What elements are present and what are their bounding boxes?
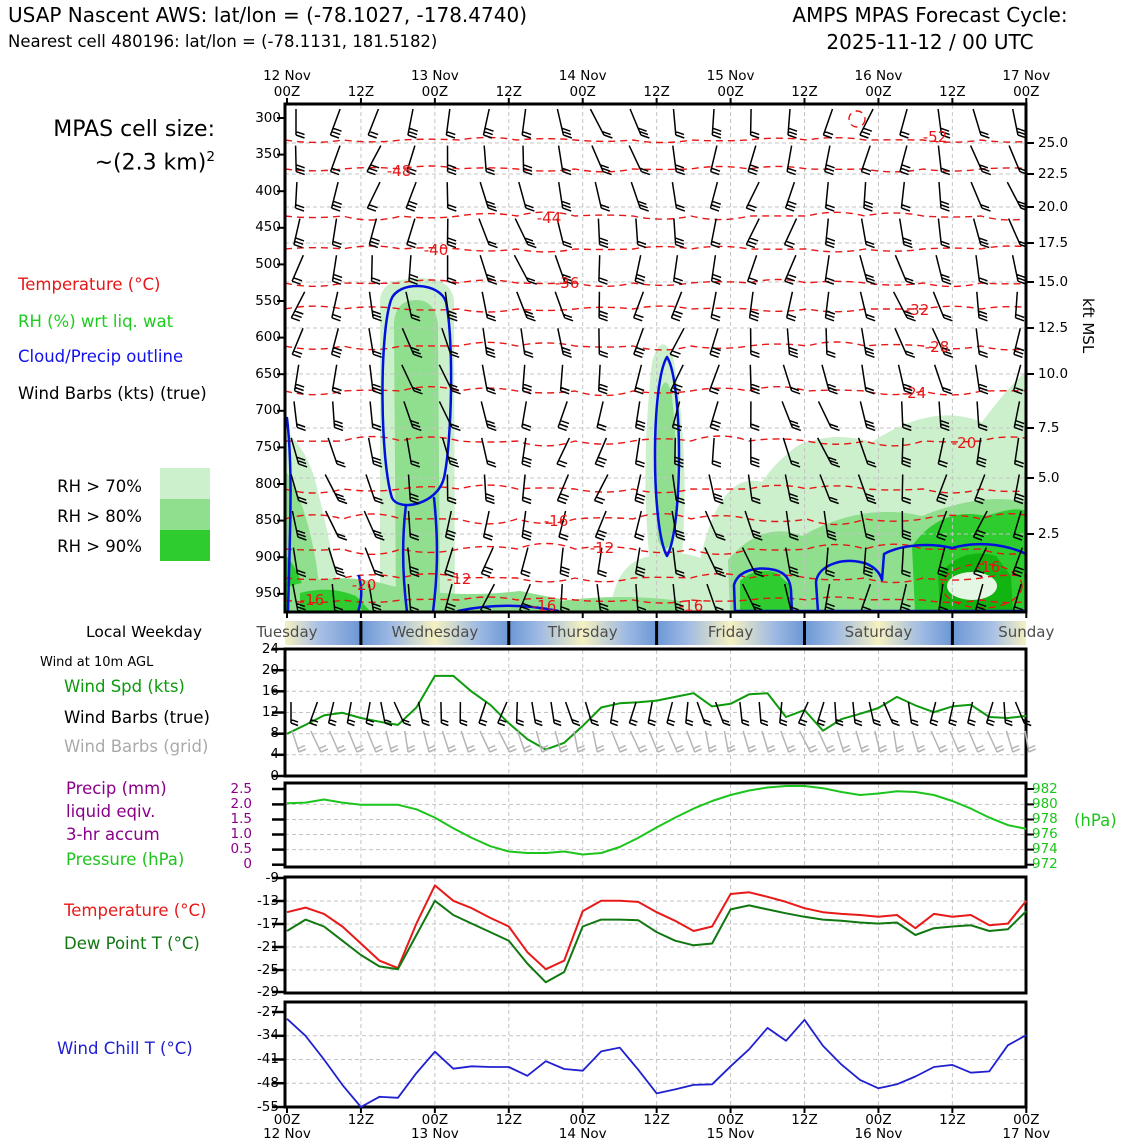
cell-size-note-line1: MPAS cell size: <box>53 117 215 142</box>
top-axis-time-8: 00Z <box>865 83 892 100</box>
contour-label-14--16: -16 <box>531 596 557 615</box>
pressure-tick-800: 800 <box>255 475 281 492</box>
precip-ytick-1.5: 1.5 <box>230 811 252 828</box>
temp-ytick--13: -13 <box>256 892 279 909</box>
kft-tick-20.0: 20.0 <box>1038 198 1069 215</box>
legend-cloud: Cloud/Precip outline <box>18 347 184 366</box>
precip-ytick-2.0: 2.0 <box>230 795 252 812</box>
contour-label-12--20: -20 <box>351 575 377 594</box>
contour-label-15--16: -16 <box>678 596 704 615</box>
kft-tick-12.5: 12.5 <box>1038 319 1069 336</box>
kft-tick-17.5: 17.5 <box>1038 234 1069 251</box>
contour-label-16--16: -16 <box>975 557 1001 576</box>
wind-ytick-8: 8 <box>270 725 279 742</box>
cell-size-note-line2: ~(2.3 km)$^2$ <box>94 149 215 176</box>
top-axis-time-5: 12Z <box>643 83 670 100</box>
wind-barbs-grid-label: Wind Barbs (grid) <box>64 737 209 756</box>
legend-rh: RH (%) wrt liq. wat <box>18 312 174 331</box>
top-axis-date-4: 16 Nov <box>854 67 903 84</box>
bottom-axis-date-0: 12 Nov <box>263 1125 311 1140</box>
contour-label-4--36: -36 <box>554 273 580 292</box>
hpa-unit-label: (hPa) <box>1074 811 1117 830</box>
top-axis-time-10: 00Z <box>1013 83 1040 100</box>
bottom-axis-date-5: 17 Nov <box>1002 1125 1051 1140</box>
bottom-axis-time-2: 00Z <box>421 1111 449 1128</box>
contour-label-3--40: -40 <box>423 240 449 259</box>
bottom-axis-time-1: 12Z <box>347 1111 375 1128</box>
contour-label-6--28: -28 <box>924 337 950 356</box>
top-axis-time-6: 00Z <box>717 83 744 100</box>
precip-ytick-2.5: 2.5 <box>230 780 252 797</box>
wind-ytick-0: 0 <box>270 767 279 784</box>
bottom-axis-time-7: 12Z <box>791 1111 818 1128</box>
bottom-axis-time-8: 00Z <box>865 1111 892 1128</box>
precip-ytick-0: 0 <box>243 856 252 873</box>
contour-label-9--16: -16 <box>543 511 569 530</box>
top-axis-time-2: 00Z <box>421 83 449 100</box>
kft-tick-10.0: 10.0 <box>1038 365 1069 382</box>
bottom-axis-date-3: 15 Nov <box>706 1125 755 1140</box>
pressure-tick-700: 700 <box>255 402 281 419</box>
wind-agl-label: Wind at 10m AGL <box>40 655 154 670</box>
forecast-cycle-date: 2025-11-12 / 00 UTC <box>826 30 1034 54</box>
bottom-axis-date-1: 13 Nov <box>410 1125 459 1140</box>
temp-ytick--25: -25 <box>256 961 279 978</box>
contour-label-1--48: -48 <box>386 161 412 180</box>
precip-ytick-1.0: 1.0 <box>230 826 252 843</box>
pressure-tick-400: 400 <box>255 182 281 199</box>
bottom-axis-date-4: 16 Nov <box>854 1125 903 1140</box>
page-title: USAP Nascent AWS: lat/lon = (-78.1027, -178.4740) <box>8 3 527 27</box>
bottom-axis-time-5: 12Z <box>643 1111 670 1128</box>
forecast-cycle-title: AMPS MPAS Forecast Cycle: <box>792 3 1068 27</box>
bottom-axis-date-2: 14 Nov <box>558 1125 607 1140</box>
temp-ytick--9: -9 <box>265 869 279 886</box>
wind-spd-label: Wind Spd (kts) <box>64 677 185 696</box>
legend-rh70-label: RH > 70% <box>57 477 142 496</box>
precip-label-1: Precip (mm) <box>66 779 167 798</box>
kft-tick-5.0: 5.0 <box>1038 469 1060 486</box>
pressure-tick-950: 950 <box>255 585 281 602</box>
weekday-friday: Friday <box>707 622 754 641</box>
hpa-ytick-976: 976 <box>1032 826 1058 843</box>
bottom-axis-time-9: 12Z <box>939 1111 966 1128</box>
top-axis-time-0: 00Z <box>273 83 301 100</box>
top-axis-time-7: 12Z <box>791 83 818 100</box>
pressure-label: Pressure (hPa) <box>66 850 185 869</box>
hpa-ytick-978: 978 <box>1032 811 1058 828</box>
temp-ytick--21: -21 <box>256 938 279 955</box>
contour-label-13--16: -16 <box>299 590 325 609</box>
kft-tick-22.5: 22.5 <box>1038 165 1069 182</box>
top-axis-date-1: 13 Nov <box>410 67 459 84</box>
weekday-tuesday: Tuesday <box>256 622 318 641</box>
top-axis-date-5: 17 Nov <box>1002 67 1051 84</box>
kft-tick-2.5: 2.5 <box>1038 525 1060 542</box>
legend-rh80-label: RH > 80% <box>57 507 142 526</box>
pressure-tick-550: 550 <box>255 292 281 309</box>
contour-label-8--20: -20 <box>951 433 977 452</box>
dewpoint-label: Dew Point T (°C) <box>64 934 200 953</box>
chill-ytick--27: -27 <box>256 1003 279 1020</box>
weekday-saturday: Saturday <box>844 622 913 641</box>
contour-label-5--32: -32 <box>904 300 930 319</box>
chill-ytick--48: -48 <box>256 1074 279 1091</box>
weekday-thursday: Thursday <box>547 622 618 641</box>
legend-temperature: Temperature (°C) <box>18 275 161 294</box>
wind-chill-label: Wind Chill T (°C) <box>57 1039 193 1058</box>
hpa-ytick-982: 982 <box>1032 780 1058 797</box>
wind-ytick-4: 4 <box>270 746 279 763</box>
hpa-ytick-980: 980 <box>1032 795 1058 812</box>
kft-tick-25.0: 25.0 <box>1038 134 1069 151</box>
pressure-tick-500: 500 <box>255 255 281 272</box>
chill-ytick--41: -41 <box>256 1051 279 1068</box>
contour-label-10--12: -12 <box>589 538 615 557</box>
temperature-label: Temperature (°C) <box>64 901 207 920</box>
top-axis-date-2: 14 Nov <box>558 67 607 84</box>
legend-rh90-swatch <box>160 530 210 561</box>
pressure-tick-450: 450 <box>255 219 281 236</box>
contour-label-7--24: -24 <box>901 383 927 402</box>
pressure-tick-750: 750 <box>255 438 281 455</box>
kft-tick-7.5: 7.5 <box>1038 419 1060 436</box>
weekday-wednesday: Wednesday <box>391 622 479 641</box>
top-axis-time-1: 12Z <box>347 83 375 100</box>
legend-rh80-swatch <box>160 499 210 530</box>
bottom-axis-time-3: 12Z <box>495 1111 522 1128</box>
temp-ytick--17: -17 <box>256 915 279 932</box>
contour-label-2--44: -44 <box>536 208 562 227</box>
wind-ytick-12: 12 <box>261 704 279 721</box>
hpa-ytick-974: 974 <box>1032 841 1058 858</box>
top-axis-date-3: 15 Nov <box>706 67 755 84</box>
chill-ytick--55: -55 <box>256 1098 279 1115</box>
wind-ytick-24: 24 <box>261 640 279 657</box>
precip-label-2: liquid eqiv. <box>66 802 156 821</box>
pressure-tick-300: 300 <box>255 109 281 126</box>
contour-label-11--12: -12 <box>446 569 472 588</box>
bottom-axis-time-6: 00Z <box>717 1111 744 1128</box>
chill-ytick--34: -34 <box>256 1027 279 1044</box>
precip-ytick-0.5: 0.5 <box>230 841 252 858</box>
pressure-tick-650: 650 <box>255 365 281 382</box>
wind-ytick-16: 16 <box>261 682 279 699</box>
top-axis-time-4: 00Z <box>569 83 596 100</box>
hpa-ytick-972: 972 <box>1032 856 1058 873</box>
legend-rh70-swatch <box>160 468 210 499</box>
wind-barbs-true-label: Wind Barbs (true) <box>64 708 210 727</box>
pressure-tick-350: 350 <box>255 146 281 163</box>
kft-axis-label: kft MSL <box>1079 298 1097 354</box>
weekday-sunday: Sunday <box>998 622 1055 641</box>
bottom-axis-time-10: 00Z <box>1013 1111 1040 1128</box>
pressure-tick-900: 900 <box>255 548 281 565</box>
pressure-tick-850: 850 <box>255 512 281 529</box>
bottom-axis-time-4: 00Z <box>569 1111 596 1128</box>
top-axis-time-9: 12Z <box>939 83 966 100</box>
page-subtitle: Nearest cell 480196: lat/lon = (-78.1131, 181.5182) <box>8 32 438 51</box>
wind-ytick-20: 20 <box>261 661 279 678</box>
pressure-tick-600: 600 <box>255 329 281 346</box>
local-weekday-label: Local Weekday <box>86 623 203 641</box>
legend-rh90-label: RH > 90% <box>57 537 142 556</box>
bottom-axis-time-0: 00Z <box>273 1111 301 1128</box>
contour-label-0--52: -52 <box>922 127 948 146</box>
legend-wind-barbs: Wind Barbs (kts) (true) <box>18 384 207 403</box>
top-axis-time-3: 12Z <box>495 83 522 100</box>
temp-ytick--29: -29 <box>256 983 279 1000</box>
precip-label-3: 3-hr accum <box>66 825 160 844</box>
kft-tick-15.0: 15.0 <box>1038 273 1069 290</box>
top-axis-date-0: 12 Nov <box>263 67 311 84</box>
